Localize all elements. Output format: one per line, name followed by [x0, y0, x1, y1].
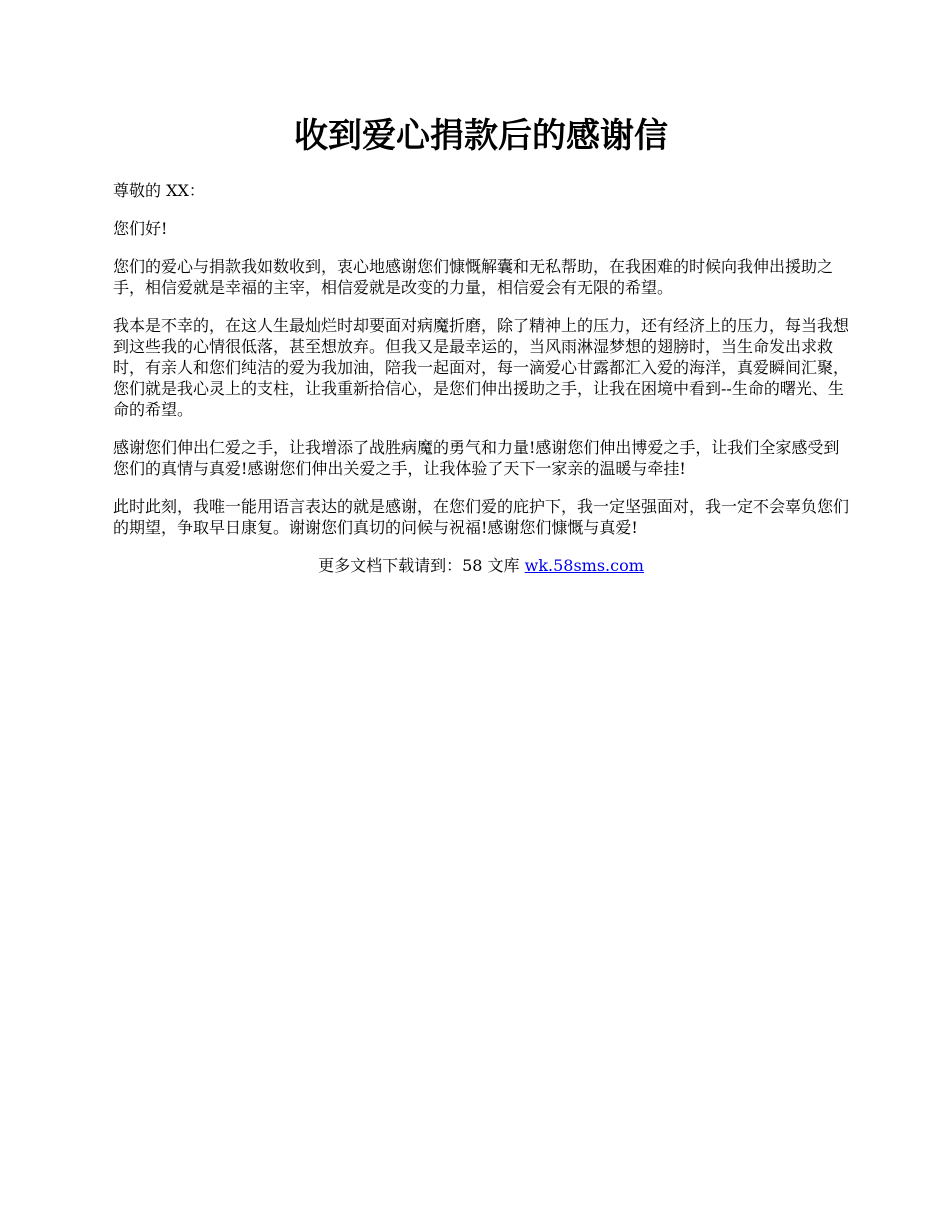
body-paragraph-3: 感谢您们伸出仁爱之手，让我增添了战胜病魔的勇气和力量!感谢您们伸出博爱之手，让我们全家感受到您们的真情与真爱!感谢您们伸出关爱之手，让我体验了天下一家亲的温暖与牵挂! — [113, 438, 840, 478]
document-title: 收到爱心捐款后的感谢信 — [294, 116, 668, 156]
body-paragraph-2: 我本是不幸的，在这人生最灿烂时却要面对病魔折磨，除了精神上的压力，还有经济上的压力，每当我想到这些我的心情很低落，甚至想放弃。但我又是最幸运的，当风雨淋湿梦想的翅膀时，当生命发出求救时，有亲人和您们纯洁的爱为我加油，陪我一起面对，每一滴爱心甘露都汇入爱的海洋，真爱瞬间汇聚，您们就是我心灵上的支柱，让我重新拾信心，是您们伸出援助之手，让我在困境中看到--生命的曙光、生命的希望。 — [113, 316, 850, 419]
greeting: 您们好! — [113, 219, 168, 238]
footer-text: 更多文档下载请到：58 文库 — [318, 556, 525, 575]
body-paragraph-1: 您们的爱心与捐款我如数收到，衷心地感谢您们慷慨解囊和无私帮助，在我困难的时候向我伸出援助之手，相信爱就是幸福的主宰，相信爱就是改变的力量，相信爱会有无限的希望。 — [113, 257, 834, 297]
footer-link[interactable]: wk.58sms.com — [524, 556, 644, 575]
salutation: 尊敬的 XX： — [113, 181, 205, 200]
body-paragraph-4: 此时此刻，我唯一能用语言表达的就是感谢，在您们爱的庇护下，我一定坚强面对，我一定不会辜负您们的期望，争取早日康复。谢谢您们真切的问候与祝福!感谢您们慷慨与真爱! — [113, 497, 850, 537]
document-page — [113, 112, 849, 576]
footer — [113, 555, 849, 576]
